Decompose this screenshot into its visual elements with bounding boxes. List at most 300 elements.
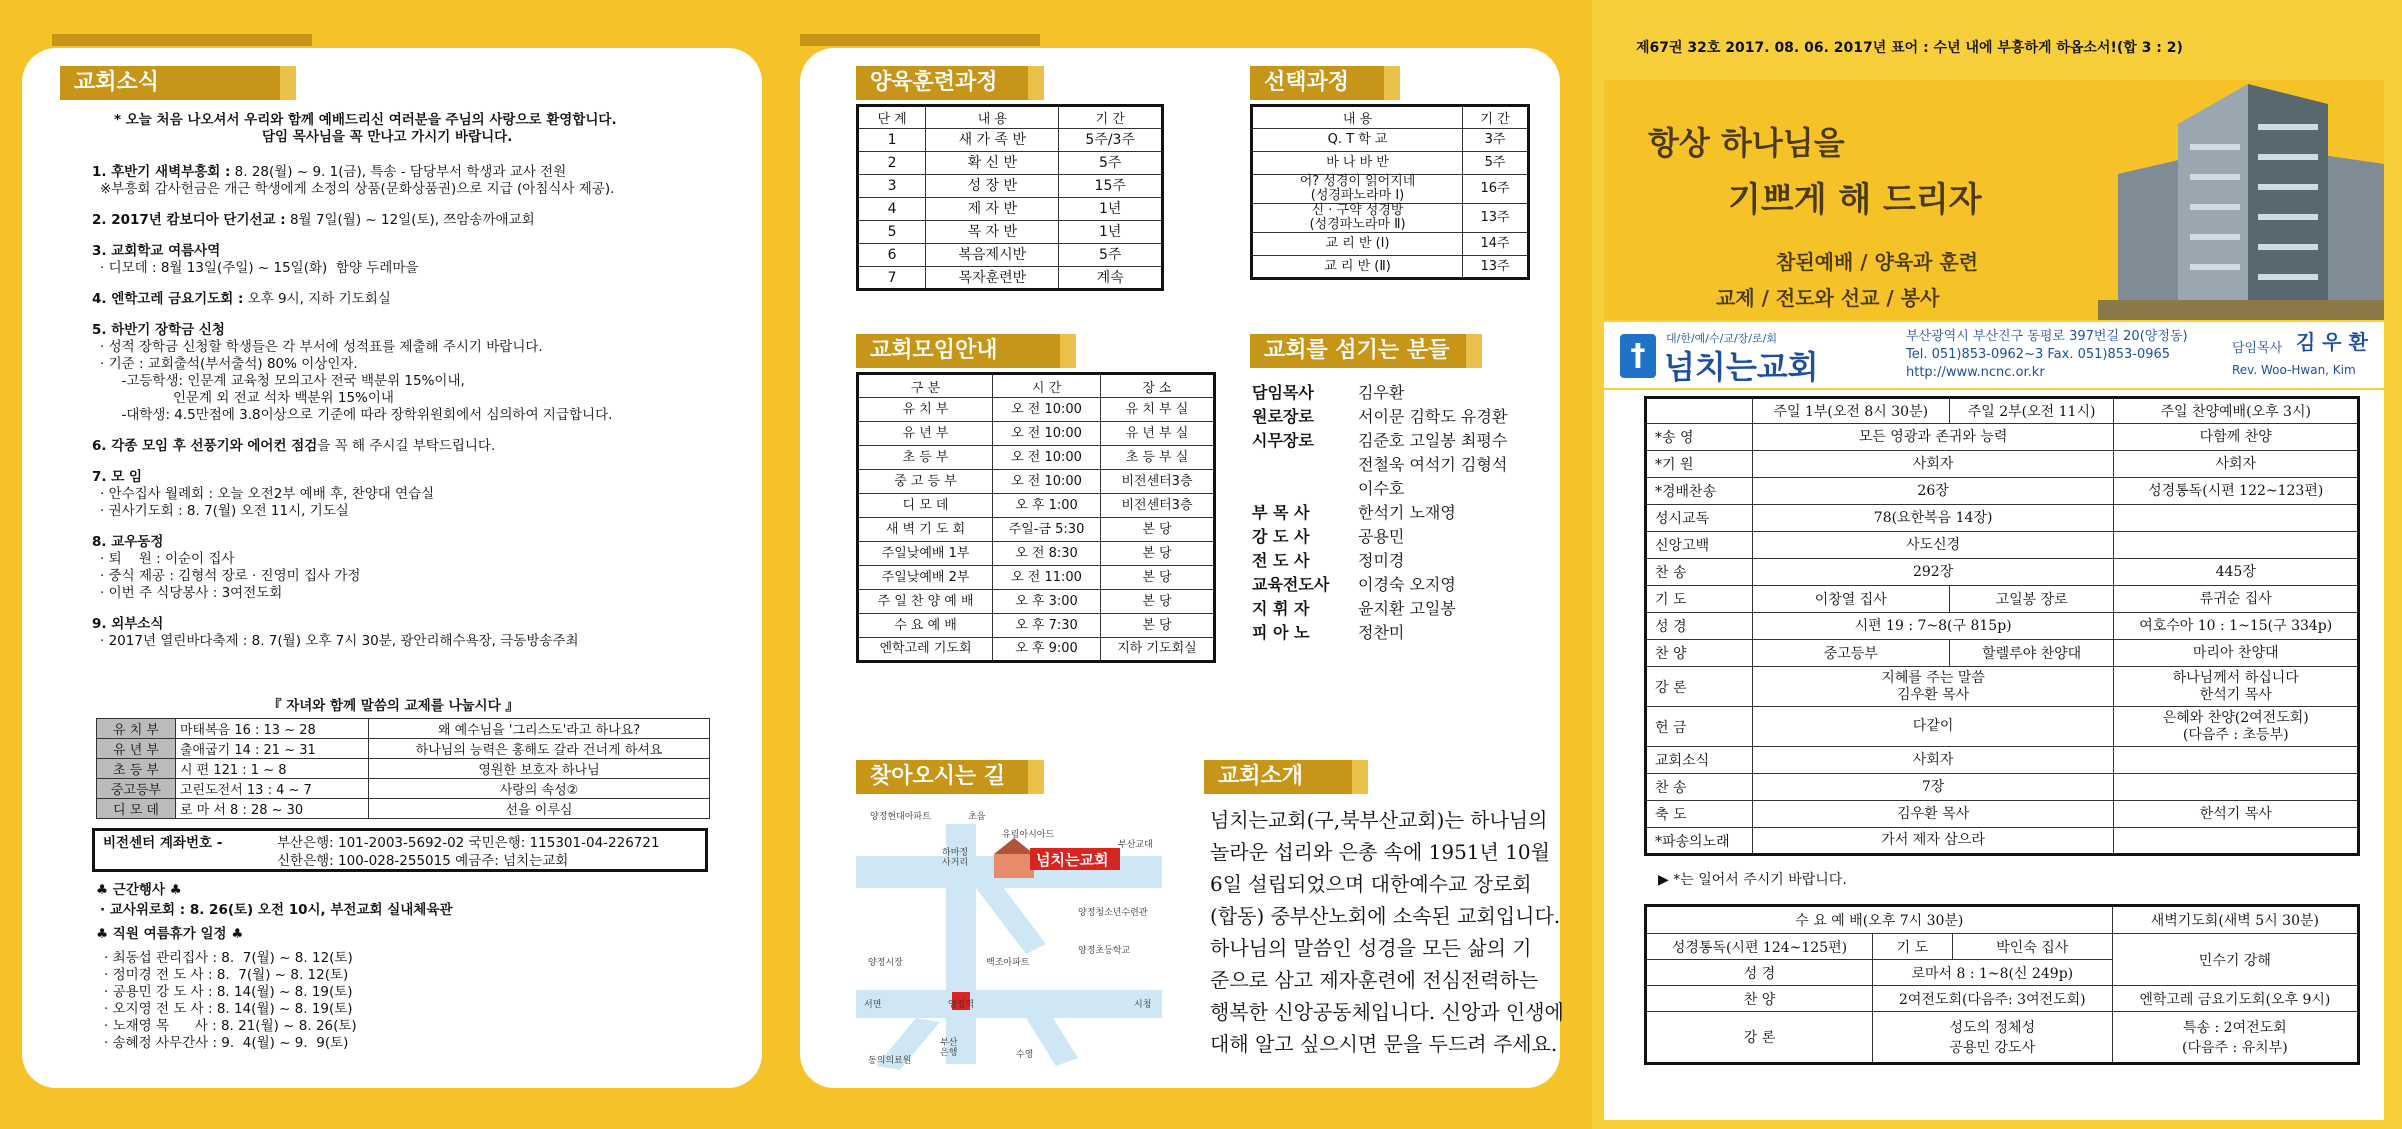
news-item-detail: -대학생: 4.5만점에 3.8이상으로 기준에 따라 장학위원회에서 심의하여 지급합니다. xyxy=(100,407,613,423)
training-cell: 확 신 반 xyxy=(926,152,1059,175)
news-item-head: 1. 후반기 새벽부흥회 : xyxy=(92,164,231,180)
map-label: 시청 xyxy=(1134,1000,1152,1010)
news-item-detail: · 2017년 열린바다축제 : 8. 7(월) 오후 7시 30분, 광안리해수욕장, 극동방송주최 xyxy=(100,633,579,649)
sunday-row xyxy=(1646,424,2359,451)
intro-line: 놀라운 섭리와 은총 속에 1951년 10월 xyxy=(1210,840,1550,864)
family-cell: 고린도전서 13 : 4 ~ 7 xyxy=(175,779,368,799)
family-row xyxy=(97,739,710,759)
news-item-detail: · 안수집사 월례회 : 오늘 오전2부 예배 후, 찬양대 연습실 xyxy=(100,486,435,502)
family-row xyxy=(97,759,710,779)
sunday-label: *기 원 xyxy=(1646,451,1753,478)
directions-title: 찾아오시는 길 xyxy=(856,760,1028,794)
news-item-text: 오후 9시, 지하 기도회실 xyxy=(243,291,391,307)
family-row xyxy=(97,799,710,819)
sunday-row xyxy=(1646,774,2359,801)
sunday-row xyxy=(1646,532,2359,559)
map-label: 초읍 xyxy=(968,812,986,822)
sunday-cell-1: 이창열 집사 xyxy=(1752,586,1949,613)
meetings-cell: 본 당 xyxy=(1100,518,1214,542)
sunday-cell-morning: 사회자 xyxy=(1752,747,2114,774)
sunday-cell-morning: 김우환 목사 xyxy=(1752,801,2114,828)
training-cell: 4 xyxy=(858,198,926,221)
meetings-cell: 오 후 7:30 xyxy=(993,614,1101,638)
meetings-cell: 본 당 xyxy=(1100,566,1214,590)
training-cell: 목자훈련반 xyxy=(926,267,1059,290)
family-title: 『 자녀와 함께 말씀의 교제를 나눕시다 』 xyxy=(268,698,519,714)
sunday-label: 신앙고백 xyxy=(1646,532,1753,559)
servants-title: 교회를 섬기는 분들 xyxy=(1250,334,1466,368)
website[interactable]: http://www.ncnc.or.kr xyxy=(1906,365,2045,380)
training-cell: 목 자 반 xyxy=(926,221,1059,244)
intro-line: 넘치는교회(구,북부산교회)는 하나님의 xyxy=(1210,808,1548,832)
training-header: 단 계 xyxy=(858,106,926,129)
training-header: 기 간 xyxy=(1059,106,1163,129)
elective-row xyxy=(1252,204,1529,233)
meetings-cell: 엔학고레 기도회 xyxy=(858,638,993,662)
sunday-cell-morning: 사도신경 xyxy=(1752,532,2114,559)
meetings-row xyxy=(858,614,1215,638)
elective-cell: 5주 xyxy=(1463,152,1529,175)
servant-role: 시무장로 xyxy=(1252,431,1314,450)
panel-accent xyxy=(52,34,312,46)
training-row xyxy=(858,198,1163,221)
sunday-header xyxy=(1646,398,1753,424)
family-cell: 유 년 부 xyxy=(97,739,176,759)
training-cell: 5주/3주 xyxy=(1059,129,1163,152)
training-cell: 6 xyxy=(858,244,926,267)
denomination: 대/한/예/수/교/장/로/회 xyxy=(1666,332,1777,345)
sunday-row xyxy=(1646,801,2359,828)
meetings-cell: 주일낮예배 2부 xyxy=(858,566,993,590)
meetings-row xyxy=(858,494,1215,518)
training-cell: 15주 xyxy=(1059,175,1163,198)
sunday-label: 찬 양 xyxy=(1646,640,1753,667)
elective-cell: 신 · 구약 성경방 (성경파노라마 Ⅱ) xyxy=(1252,204,1463,233)
training-cell: 1년 xyxy=(1059,198,1163,221)
wed-praise: 2여전도회(다음주: 3여전도회) xyxy=(1872,986,2112,1012)
servant-names: 이경숙 오지영 xyxy=(1358,575,1456,594)
intro-line: (합동) 중부산노회에 소속된 교회입니다. xyxy=(1210,904,1561,928)
map-label: 서면 xyxy=(864,1000,882,1010)
family-cell: 출애굽기 14 : 21 ~ 31 xyxy=(175,739,368,759)
sunday-row xyxy=(1646,586,2359,613)
meetings-cell: 유 치 부 xyxy=(858,398,993,422)
training-cell: 5 xyxy=(858,221,926,244)
meetings-row xyxy=(858,470,1215,494)
address: 부산광역시 부산진구 동평로 397번길 20(양정동) xyxy=(1906,329,2188,344)
sunday-label: 강 론 xyxy=(1646,667,1753,707)
meetings-row xyxy=(858,566,1215,590)
training-row xyxy=(858,175,1163,198)
sunday-label: 찬 송 xyxy=(1646,774,1753,801)
sunday-cell-morning: 시편 19 : 7~8(구 815p) xyxy=(1752,613,2114,640)
map-label: 양정역 xyxy=(948,1000,975,1010)
sunday-cell-2: 고일봉 장로 xyxy=(1949,586,2114,613)
meetings-cell: 오 후 3:00 xyxy=(993,590,1101,614)
training-row xyxy=(858,267,1163,290)
sunday-cell-afternoon: 마리아 찬양대 xyxy=(2114,640,2359,667)
meetings-row xyxy=(858,398,1215,422)
meetings-cell: 오 후 9:00 xyxy=(993,638,1101,662)
training-cell: 성 장 반 xyxy=(926,175,1059,198)
sunday-row xyxy=(1646,613,2359,640)
sunday-cell-afternoon xyxy=(2114,532,2359,559)
vacation-row: · 송혜정 사무간사 : 9. 4(월) ~ 9. 9(토) xyxy=(104,1035,349,1051)
sunday-cell-2: 할렐루야 찬양대 xyxy=(1949,640,2114,667)
elective-row xyxy=(1252,175,1529,204)
elective-cell: 어? 성경이 읽어지네 (성경파노라마 Ⅰ) xyxy=(1252,175,1463,204)
sunday-label: 기 도 xyxy=(1646,586,1753,613)
map-label: 양정청소년수련관 xyxy=(1078,908,1148,918)
news-item-detail: · 퇴 원 : 이순이 집사 xyxy=(100,551,235,567)
meetings-cell: 본 당 xyxy=(1100,614,1214,638)
elective-cell: 교 리 반 (Ⅱ) xyxy=(1252,256,1463,279)
sunday-row xyxy=(1646,478,2359,505)
meetings-cell: 비전센터3층 xyxy=(1100,470,1214,494)
welcome-line1: * 오늘 처음 나오셔서 우리와 함께 예배드리신 여러분을 주님의 사랑으로 환영합니다. xyxy=(114,112,617,128)
news-item-text: 을 꼭 해 주시길 부탁드립니다. xyxy=(317,438,496,454)
training-header: 내 용 xyxy=(926,106,1059,129)
church-logo-icon: † xyxy=(1620,334,1656,378)
training-cell: 1년 xyxy=(1059,221,1163,244)
friday-prayer: 엔학고레 금요기도회(오후 9시) xyxy=(2112,986,2358,1012)
map-label: 양정현대아파트 xyxy=(870,812,931,822)
wed-scripture-label: 성 경 xyxy=(1646,960,1873,986)
news-item-head: 4. 엔학고레 금요기도회 : xyxy=(92,291,244,307)
elective-header: 내 용 xyxy=(1252,106,1463,129)
sunday-cell-afternoon: 445장 xyxy=(2114,559,2359,586)
training-row xyxy=(858,129,1163,152)
news-item-detail: · 기준 : 교회출석(부서출석) 80% 이상인자. xyxy=(100,356,358,372)
sunday-row xyxy=(1646,707,2359,747)
pastor-name: 김 우 환 xyxy=(2296,330,2368,354)
servant-names: 김준호 고일봉 최평수 xyxy=(1358,431,1508,450)
meetings-cell: 유 치 부 실 xyxy=(1100,398,1214,422)
meetings-cell: 비전센터3층 xyxy=(1100,494,1214,518)
news-item-detail: · 중식 제공 : 김형석 장로 · 진영미 집사 가정 xyxy=(100,568,361,584)
standing-note: ▶ *는 일어서 주시기 바랍니다. xyxy=(1658,872,1847,888)
sunday-row xyxy=(1646,451,2359,478)
events-line: · 교사위로회 : 8. 26(토) 오전 10시, 부전교회 실내체육관 xyxy=(100,902,453,918)
vacation-row: · 공용민 강 도 사 : 8. 14(월) ~ 8. 19(토) xyxy=(104,984,353,1000)
elective-title: 선택과정 xyxy=(1250,66,1384,100)
news-item-detail: · 이번 주 식당봉사 : 3여전도회 xyxy=(100,585,283,601)
sunday-header: 주일 2부(오전 11시) xyxy=(1949,398,2114,424)
news-item-text: 8. 28(월) ~ 9. 1(금), 특송 - 담당부서 학생과 교사 전원 xyxy=(230,164,567,180)
training-header-row xyxy=(858,106,1163,129)
meetings-header: 시 간 xyxy=(993,374,1101,398)
meetings-cell: 오 전 8:30 xyxy=(993,542,1101,566)
sunday-cell-morning: 사회자 xyxy=(1752,451,2114,478)
sunday-header: 주일 찬양예배(오후 3시) xyxy=(2114,398,2359,424)
sunday-label: 축 도 xyxy=(1646,801,1753,828)
news-item-detail: 인문계 외 전교 석차 백분위 15%이내 xyxy=(100,390,394,406)
family-cell: 왜 예수님을 '그리스도'라고 하나요? xyxy=(369,719,710,739)
events-title: ♣ 근간행사 ♣ xyxy=(96,882,182,898)
sunday-cell-morning: 지혜를 주는 말씀 김우환 목사 xyxy=(1752,667,2114,707)
wed-scripture: 로마서 8 : 1~8(신 249p) xyxy=(1872,960,2112,986)
servant-names: 서이문 김학도 유경환 xyxy=(1358,407,1508,426)
friday-special: 특송 : 2여전도회 (다음주 : 유치부) xyxy=(2112,1012,2358,1064)
sunday-cell-morning: 모든 영광과 존귀와 능력 xyxy=(1752,424,2114,451)
map-label: 동의의료원 xyxy=(868,1056,912,1066)
meetings-cell: 유 년 부 xyxy=(858,422,993,446)
training-cell: 5주 xyxy=(1059,152,1163,175)
sunday-cell-afternoon xyxy=(2114,774,2359,801)
family-cell: 시 편 121 : 1 ~ 8 xyxy=(175,759,368,779)
family-cell: 영원한 보호자 하나님 xyxy=(369,759,710,779)
meetings-title: 교회모임안내 xyxy=(856,334,1060,368)
sunday-cell-afternoon: 한석기 목사 xyxy=(2114,801,2359,828)
news-item-detail: ※부흥회 감사헌금은 개근 학생에게 소정의 상품(문화상품권)으로 지급 (아침식사 제공). xyxy=(100,181,615,197)
sunday-cell-morning: 78(요한복음 14장) xyxy=(1752,505,2114,532)
sunday-cell-1: 중고등부 xyxy=(1752,640,1949,667)
meetings-row xyxy=(858,446,1215,470)
servant-names: 이수호 xyxy=(1358,479,1405,498)
meetings-cell: 오 전 10:00 xyxy=(993,446,1101,470)
intro-line: 행복한 신앙공동체입니다. 신앙과 인생에 xyxy=(1210,1000,1564,1024)
sunday-order-table xyxy=(1644,396,2360,856)
servant-names: 한석기 노재영 xyxy=(1358,503,1456,522)
tel-fax: Tel. 051)853-0962~3 Fax. 051)853-0965 xyxy=(1906,347,2171,362)
issue-line: 제67권 32호 2017. 08. 06. 2017년 표어 : 수년 내에 부흥하게 하옵소서!(합 3 : 2) xyxy=(1636,40,2183,56)
sunday-label: *송 영 xyxy=(1646,424,1753,451)
meetings-cell: 오 전 10:00 xyxy=(993,470,1101,494)
news-item xyxy=(92,208,535,228)
values-line2: 교제 / 전도와 선교 / 봉사 xyxy=(1716,286,1940,310)
meetings-cell: 중 고 등 부 xyxy=(858,470,993,494)
meetings-cell: 유 년 부 실 xyxy=(1100,422,1214,446)
pastor-label: 담임목사 xyxy=(2232,341,2283,356)
intro-line: 준으로 삼고 제자훈련에 전심전력하는 xyxy=(1210,968,1539,992)
sunday-cell-afternoon xyxy=(2114,505,2359,532)
meetings-cell: 새 벽 기 도 회 xyxy=(858,518,993,542)
training-cell: 5주 xyxy=(1059,244,1163,267)
elective-cell: 14주 xyxy=(1463,233,1529,256)
servant-role: 전 도 사 xyxy=(1252,551,1310,570)
meetings-row xyxy=(858,542,1215,566)
sunday-cell-afternoon: 다함께 찬양 xyxy=(2114,424,2359,451)
meetings-cell: 초 등 부 xyxy=(858,446,993,470)
sunday-label: *경배찬송 xyxy=(1646,478,1753,505)
meetings-table xyxy=(856,372,1216,663)
intro-line: 6일 설립되었으며 대한예수교 장로회 xyxy=(1210,872,1532,896)
servant-names: 공용민 xyxy=(1358,527,1405,546)
sunday-cell-morning: 292장 xyxy=(1752,559,2114,586)
slogan-line2: 기쁘게 해 드리자 xyxy=(1728,180,1982,220)
sunday-label: 교회소식 xyxy=(1646,747,1753,774)
intro-text xyxy=(1210,804,1564,1060)
weekday-table xyxy=(1644,904,2360,1065)
training-cell: 복음제시반 xyxy=(926,244,1059,267)
elective-cell: 13주 xyxy=(1463,204,1529,233)
vacation-row: · 최동섭 관리집사 : 8. 7(월) ~ 8. 12(토) xyxy=(104,950,353,966)
wed-sermon: 성도의 정체성 공용민 강도사 xyxy=(1872,1012,2112,1064)
wed-praise-label: 찬 양 xyxy=(1646,986,1873,1012)
servant-role: 강 도 사 xyxy=(1252,527,1310,546)
sunday-row xyxy=(1646,505,2359,532)
sunday-label: 성시교독 xyxy=(1646,505,1753,532)
sunday-cell-morning: 다같이 xyxy=(1752,707,2114,747)
sunday-cell-afternoon xyxy=(2114,747,2359,774)
elective-row xyxy=(1252,152,1529,175)
training-cell: 3 xyxy=(858,175,926,198)
family-cell: 사랑의 속성② xyxy=(369,779,710,799)
values-line1: 참된예배 / 양육과 훈련 xyxy=(1776,250,1979,274)
news-item xyxy=(92,434,495,454)
meetings-cell: 오 후 1:00 xyxy=(993,494,1101,518)
news-item-head: 9. 외부소식 xyxy=(92,616,164,632)
news-item-text: 8월 7일(월) ~ 12일(토), 쯔암송까애교회 xyxy=(285,212,535,228)
pastor-english: Rev. Woo-Hwan, Kim xyxy=(2232,363,2356,377)
account-box xyxy=(92,828,708,872)
meetings-cell: 오 전 10:00 xyxy=(993,398,1101,422)
training-cell: 7 xyxy=(858,267,926,290)
panel-accent xyxy=(800,34,1040,46)
intro-title: 교회소개 xyxy=(1204,760,1352,794)
meetings-cell: 본 당 xyxy=(1100,590,1214,614)
sunday-cell-afternoon: 하나님께서 하십니다 한석기 목사 xyxy=(2114,667,2359,707)
family-cell: 마태복음 16 : 13 ~ 28 xyxy=(175,719,368,739)
wed-reading: 성경통독(시편 124~125편) xyxy=(1646,934,1873,960)
dawn-header: 새벽기도회(새벽 5시 30분) xyxy=(2112,906,2358,934)
training-cell: 제 자 반 xyxy=(926,198,1059,221)
family-cell: 중고등부 xyxy=(97,779,176,799)
meetings-cell: 본 당 xyxy=(1100,542,1214,566)
elective-cell: Q. T 학 교 xyxy=(1252,129,1463,152)
vacation-row: · 정미경 전 도 사 : 8. 7(월) ~ 8. 12(토) xyxy=(104,967,349,983)
training-row xyxy=(858,244,1163,267)
sunday-header: 주일 1부(오전 8시 30분) xyxy=(1752,398,1949,424)
training-cell: 1 xyxy=(858,129,926,152)
news-item-head: 7. 모 임 xyxy=(92,469,143,485)
news-item-detail: -고등학생: 인문계 교육청 모의고사 전국 백분위 15%이내, xyxy=(100,373,465,389)
slogan-line1: 항상 하나님을 xyxy=(1648,124,1845,162)
servant-role: 원로장로 xyxy=(1252,407,1314,426)
family-cell: 디 모 데 xyxy=(97,799,176,819)
meetings-header-row xyxy=(858,374,1215,398)
elective-cell: 13주 xyxy=(1463,256,1529,279)
servant-names: 윤지환 고일봉 xyxy=(1358,599,1456,618)
family-cell: 선을 이루심 xyxy=(369,799,710,819)
elective-cell: 바 나 바 반 xyxy=(1252,152,1463,175)
elective-table xyxy=(1250,104,1530,280)
servant-names: 김우환 xyxy=(1358,383,1405,402)
training-cell: 2 xyxy=(858,152,926,175)
intro-line: 하나님의 말씀인 성경을 모든 삶의 기 xyxy=(1210,936,1532,960)
meetings-cell: 디 모 데 xyxy=(858,494,993,518)
meetings-header: 구 분 xyxy=(858,374,993,398)
news-item-detail: · 권사기도회 : 8. 7(월) 오전 11시, 기도실 xyxy=(100,503,349,519)
account-title: 비전센터 계좌번호 - xyxy=(103,835,223,851)
family-cell: 로 마 서 8 : 28 ~ 30 xyxy=(175,799,368,819)
training-row xyxy=(858,152,1163,175)
news-item-head: 2. 2017년 캄보디아 단기선교 : xyxy=(92,212,286,228)
account-line1: 부산은행: 101-2003-5692-02 국민은행: 115301-04-226721 xyxy=(277,835,660,851)
news-item-detail: · 성적 장학금 신청할 학생들은 각 부서에 성적표를 제출해 주시기 바랍니다. xyxy=(100,339,543,355)
news-item-detail: · 디모데 : 8월 13일(주일) ~ 15일(화) 함양 두레마을 xyxy=(100,260,419,276)
sunday-row xyxy=(1646,828,2359,855)
map-label: 양정초등학교 xyxy=(1078,946,1131,956)
map-label: 하마정 사거리 xyxy=(942,848,969,868)
intro-line: 대해 알고 싶으시면 문을 두드려 주세요. xyxy=(1210,1032,1558,1056)
servant-role: 피 아 노 xyxy=(1252,623,1310,642)
training-cell: 새 가 족 반 xyxy=(926,129,1059,152)
family-cell: 초 등 부 xyxy=(97,759,176,779)
account-line2: 신한은행: 100-028-255015 예금주: 넘치는교회 xyxy=(277,853,569,869)
training-cell: 계속 xyxy=(1059,267,1163,290)
sunday-cell-afternoon: 은혜와 찬양(2여전도회) (다음주 : 초등부) xyxy=(2114,707,2359,747)
sunday-cell-afternoon: 류귀순 집사 xyxy=(2114,586,2359,613)
meetings-cell: 주 일 찬 양 예 배 xyxy=(858,590,993,614)
wed-prayer: 박인숙 집사 xyxy=(1952,934,2112,960)
elective-cell: 교 리 반 (Ⅰ) xyxy=(1252,233,1463,256)
wed-header: 수 요 예 배(오후 7시 30분) xyxy=(1646,906,2113,934)
meetings-cell: 지하 기도회실 xyxy=(1100,638,1214,662)
news-item-head: 3. 교회학교 여름사역 xyxy=(92,243,221,259)
sunday-row xyxy=(1646,667,2359,707)
map-label: 유림아시아드 xyxy=(1002,830,1055,840)
sunday-label: 성 경 xyxy=(1646,613,1753,640)
meetings-cell: 오 전 10:00 xyxy=(993,422,1101,446)
map-church-label: 넘치는교회 xyxy=(1036,851,1109,869)
news-item-head: 8. 교우동정 xyxy=(92,534,164,550)
sunday-cell-morning: 26장 xyxy=(1752,478,2114,505)
meetings-row xyxy=(858,590,1215,614)
elective-row xyxy=(1252,129,1529,152)
map-label: 부산교대 xyxy=(1118,840,1153,850)
meetings-cell: 초 등 부 실 xyxy=(1100,446,1214,470)
sunday-cell-afternoon: 성경통독(시편 122~123편) xyxy=(2114,478,2359,505)
vacation-title: ♣ 직원 여름휴가 일정 ♣ xyxy=(96,926,244,942)
servant-names: 정찬미 xyxy=(1358,623,1405,642)
elective-cell: 16주 xyxy=(1463,175,1529,204)
sunday-row xyxy=(1646,747,2359,774)
news-title: 교회소식 xyxy=(60,66,280,100)
dawn-study: 민수기 강해 xyxy=(2112,934,2358,986)
meetings-row xyxy=(858,518,1215,542)
map-label: 백조아파트 xyxy=(986,958,1030,968)
family-cell: 하나님의 능력은 홍해도 갈라 건너게 하셔요 xyxy=(369,739,710,759)
map-label: 부산 은행 xyxy=(940,1038,958,1058)
elective-header: 기 간 xyxy=(1463,106,1529,129)
family-row xyxy=(97,779,710,799)
servant-role: 담임목사 xyxy=(1252,383,1314,402)
servant-role: 교육전도사 xyxy=(1252,575,1330,594)
vacation-row: · 노재영 목 사 : 8. 21(월) ~ 8. 26(토) xyxy=(104,1018,357,1034)
sunday-label: *파송의노래 xyxy=(1646,828,1753,855)
servant-role: 지 휘 자 xyxy=(1252,599,1310,618)
family-table xyxy=(96,718,710,819)
training-row xyxy=(858,221,1163,244)
elective-cell: 3주 xyxy=(1463,129,1529,152)
sunday-header-row xyxy=(1646,398,2359,424)
elective-row xyxy=(1252,233,1529,256)
meetings-row xyxy=(858,638,1215,662)
vacation-row: · 오지영 전 도 사 : 8. 14(월) ~ 8. 19(토) xyxy=(104,1001,353,1017)
map-label: 수영 xyxy=(1016,1050,1034,1060)
family-row xyxy=(97,719,710,739)
sunday-label: 찬 송 xyxy=(1646,559,1753,586)
church-building-image xyxy=(2098,84,2384,320)
meetings-header: 장 소 xyxy=(1100,374,1214,398)
news-item xyxy=(92,287,391,307)
directions-map xyxy=(856,804,1162,1076)
map-label: 양정시장 xyxy=(868,958,903,968)
sunday-row xyxy=(1646,640,2359,667)
training-table xyxy=(856,104,1164,291)
welcome-line2: 담임 목사님을 꼭 만나고 가시기 바랍니다. xyxy=(262,129,513,145)
